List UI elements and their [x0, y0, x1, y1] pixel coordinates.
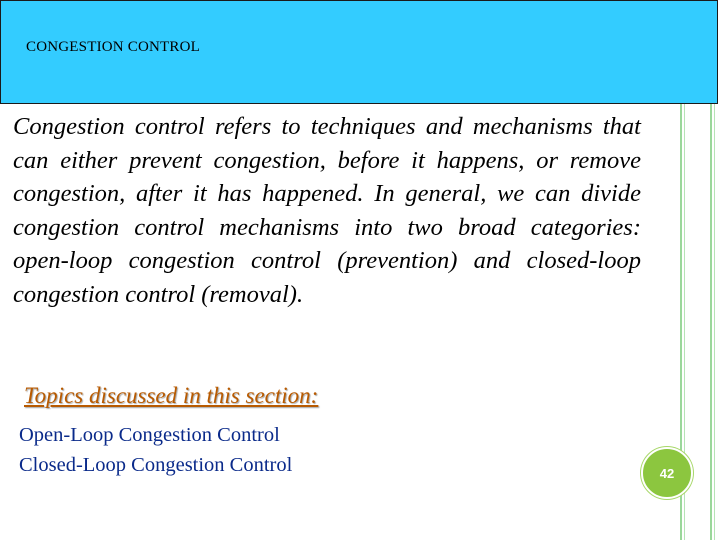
topic-item-closed-loop: Closed-Loop Congestion Control	[19, 454, 293, 476]
topics-list	[19, 420, 292, 480]
title-bar	[0, 0, 718, 104]
side-rule	[710, 104, 712, 540]
slide-title: CONGESTION CONTROL	[26, 39, 201, 55]
side-rule	[714, 104, 715, 540]
body-paragraph: Congestion control refers to techniques and mechanisms that can either prevent congestion, before it happens, or remove congestion, after it has happened. In general, we can divide congestion control mechanisms into two broad categories: open-loop congestion control (prevention) and closed-loop congestion control (removal).	[13, 113, 641, 308]
topic-item-open-loop: Open-Loop Congestion Control	[19, 424, 280, 446]
page-number: 42	[659, 465, 675, 481]
topics-heading: Topics discussed in this section:	[24, 383, 319, 408]
page-number-badge	[641, 447, 693, 499]
